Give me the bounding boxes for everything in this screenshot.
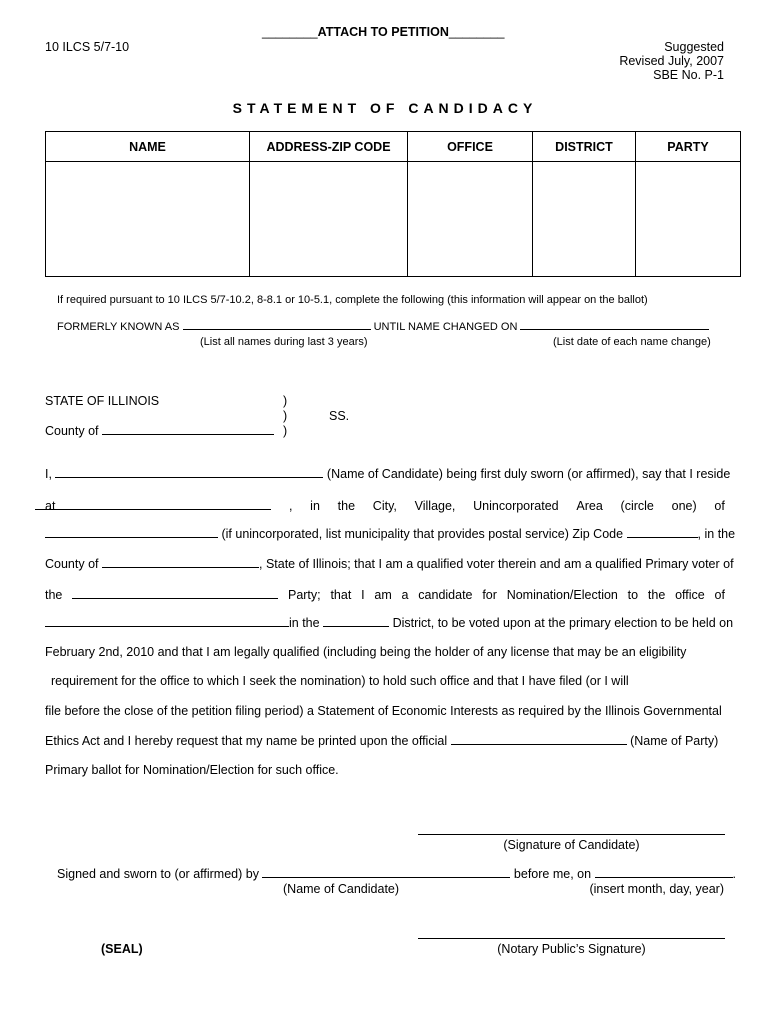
- page-title: STATEMENT OF CANDIDACY: [232, 100, 538, 116]
- zip-code-field[interactable]: [627, 537, 698, 538]
- names-hint: (List all names during last 3 years): [200, 336, 368, 348]
- statement-word: one): [671, 499, 697, 513]
- residence-address-field[interactable]: [35, 498, 271, 510]
- suggested-label: Suggested: [664, 40, 724, 54]
- statement-line-5: [45, 587, 725, 602]
- statement-word: in: [310, 499, 320, 513]
- formerly-known-as-line: [57, 322, 709, 333]
- statement-word: for: [482, 588, 497, 602]
- column-header-name: NAME: [46, 132, 250, 162]
- before-me-label: before me, on: [513, 867, 592, 881]
- column-header-party: PARTY: [636, 132, 741, 162]
- statement-word: City,: [372, 499, 397, 513]
- until-name-changed-label: UNTIL NAME CHANGED ON: [373, 321, 518, 333]
- name-cell[interactable]: [46, 162, 250, 277]
- statement-word: Nomination/Election: [506, 588, 618, 602]
- column-header-office: OFFICE: [408, 132, 533, 162]
- candidate-info-table: [45, 131, 741, 277]
- name-change-date-field[interactable]: [520, 329, 709, 330]
- statement-line-10: [45, 735, 718, 748]
- statement-nomination-text: the nomination) to hold such office and that I have filed (or I will: [279, 674, 629, 688]
- sworn-candidate-name-field[interactable]: [262, 877, 510, 878]
- statement-in-the: , in the: [697, 527, 736, 541]
- attach-to-petition-heading: [262, 26, 505, 39]
- district-cell[interactable]: [533, 162, 636, 277]
- former-names-intro: If required pursuant to 10 ILCS 5/7-10.2, 8-8.1 or 10-5.1, complete the following (this information will appear on the ballot): [57, 294, 648, 306]
- table-row: [46, 162, 741, 277]
- statement-at: at: [45, 499, 56, 513]
- name-of-party-hint: (Name of Party): [630, 734, 719, 748]
- statement-county-label: County of: [45, 557, 99, 571]
- state-of-illinois: STATE OF ILLINOIS: [45, 394, 160, 408]
- attach-trailer: ________: [448, 25, 505, 39]
- party-cell[interactable]: [636, 162, 741, 277]
- statement-line-1: [45, 468, 730, 481]
- statement-word: Party;: [287, 588, 321, 602]
- statement-word: I: [361, 588, 365, 602]
- statement-word: of: [714, 588, 725, 602]
- county-venue-line: [45, 425, 274, 438]
- statement-word: (circle: [620, 499, 654, 513]
- candidate-signature-line[interactable]: [418, 834, 725, 835]
- party-name-field[interactable]: [72, 587, 278, 599]
- statement-word: that: [330, 588, 352, 602]
- statement-ethics-text: Ethics Act and I hereby request that my name be printed upon the official: [45, 734, 448, 748]
- candidate-signature-label: (Signature of Candidate): [503, 838, 640, 852]
- formerly-known-as-field[interactable]: [183, 329, 371, 330]
- statement-word: the: [337, 499, 356, 513]
- notary-signature-line[interactable]: [418, 938, 725, 939]
- date-change-hint: (List date of each name change): [553, 336, 711, 348]
- ss-label: SS.: [329, 409, 350, 423]
- form-number: SBE No. P-1: [653, 68, 724, 82]
- venue-paren-2: ): [283, 409, 288, 423]
- statute-reference: 10 ILCS 5/7-10: [45, 40, 130, 54]
- office-cell[interactable]: [408, 162, 533, 277]
- statement-word: of: [714, 499, 725, 513]
- signed-sworn-line: [57, 868, 736, 881]
- municipality-field[interactable]: [45, 537, 218, 538]
- sworn-date-hint: (insert month, day, year): [589, 882, 724, 896]
- county-label: County of: [45, 424, 99, 438]
- statement-word: office: [675, 588, 705, 602]
- statement-line-8: [51, 675, 629, 688]
- column-header-district: DISTRICT: [533, 132, 636, 162]
- statement-word: Area: [576, 499, 603, 513]
- statement-the: the: [45, 588, 63, 602]
- sworn-date-field[interactable]: [595, 877, 733, 878]
- statement-word: candidate: [418, 588, 473, 602]
- formerly-known-as-label: FORMERLY KNOWN AS: [57, 321, 180, 333]
- statement-line-4: [45, 558, 734, 571]
- statement-requirement-text: requirement for the office to which I seek: [51, 674, 276, 688]
- statement-voter-text: , State of Illinois; that I am a qualified voter therein and am a qualified Primary voter of: [259, 557, 734, 571]
- office-field[interactable]: [45, 626, 289, 627]
- statement-word: am: [374, 588, 392, 602]
- statement-word: the: [647, 588, 666, 602]
- statement-word: Village,: [414, 499, 456, 513]
- statement-i: I,: [45, 467, 52, 481]
- statement-word: ,: [288, 499, 293, 513]
- statement-line-11: Primary ballot for Nomination/Election for such office.: [45, 763, 339, 777]
- attach-leader: ________: [262, 25, 318, 39]
- sworn-name-hint: (Name of Candidate): [283, 882, 400, 896]
- signed-sworn-label: Signed and sworn to (or affirmed) by: [57, 867, 259, 881]
- statement-word: Unincorporated: [473, 499, 559, 513]
- statement-line-2: [45, 498, 725, 513]
- column-header-address: ADDRESS-ZIP CODE: [250, 132, 408, 162]
- statement-sworn-text: (Name of Candidate) being first duly sworn (or affirmed), say that I reside: [326, 467, 731, 481]
- statement-word: to: [627, 588, 639, 602]
- venue-paren-3: ): [283, 424, 288, 438]
- attach-text: ATTACH TO PETITION: [317, 25, 449, 39]
- county-venue-field[interactable]: [102, 434, 274, 435]
- statement-zip-text: (if unincorporated, list municipality that provides postal service) Zip Code: [221, 527, 624, 541]
- statement-in-the-2: in the: [289, 616, 320, 630]
- district-field[interactable]: [323, 626, 389, 627]
- period: .: [732, 867, 737, 881]
- statement-line-3: [45, 528, 735, 541]
- candidate-name-field[interactable]: [55, 477, 323, 478]
- seal-label: (SEAL): [101, 942, 143, 956]
- county-field[interactable]: [102, 567, 259, 568]
- statement-line-7: February 2nd, 2010 and that I am legally qualified (including being the holder of any license that may be an eligibility: [45, 645, 687, 659]
- notary-signature-label: (Notary Public’s Signature): [497, 942, 646, 956]
- statement-word: a: [401, 588, 409, 602]
- table-header-row: [46, 132, 741, 162]
- address-cell[interactable]: [250, 162, 408, 277]
- revision-date: Revised July, 2007: [619, 54, 724, 68]
- official-party-field[interactable]: [451, 744, 627, 745]
- statement-election-text: District, to be voted upon at the primary election to be held on: [392, 616, 734, 630]
- venue-paren-1: ): [283, 394, 288, 408]
- statement-line-9: file before the close of the petition filing period) a Statement of Economic Interests as required by the Illinois Governmental: [45, 704, 722, 718]
- statement-line-6: [45, 617, 733, 630]
